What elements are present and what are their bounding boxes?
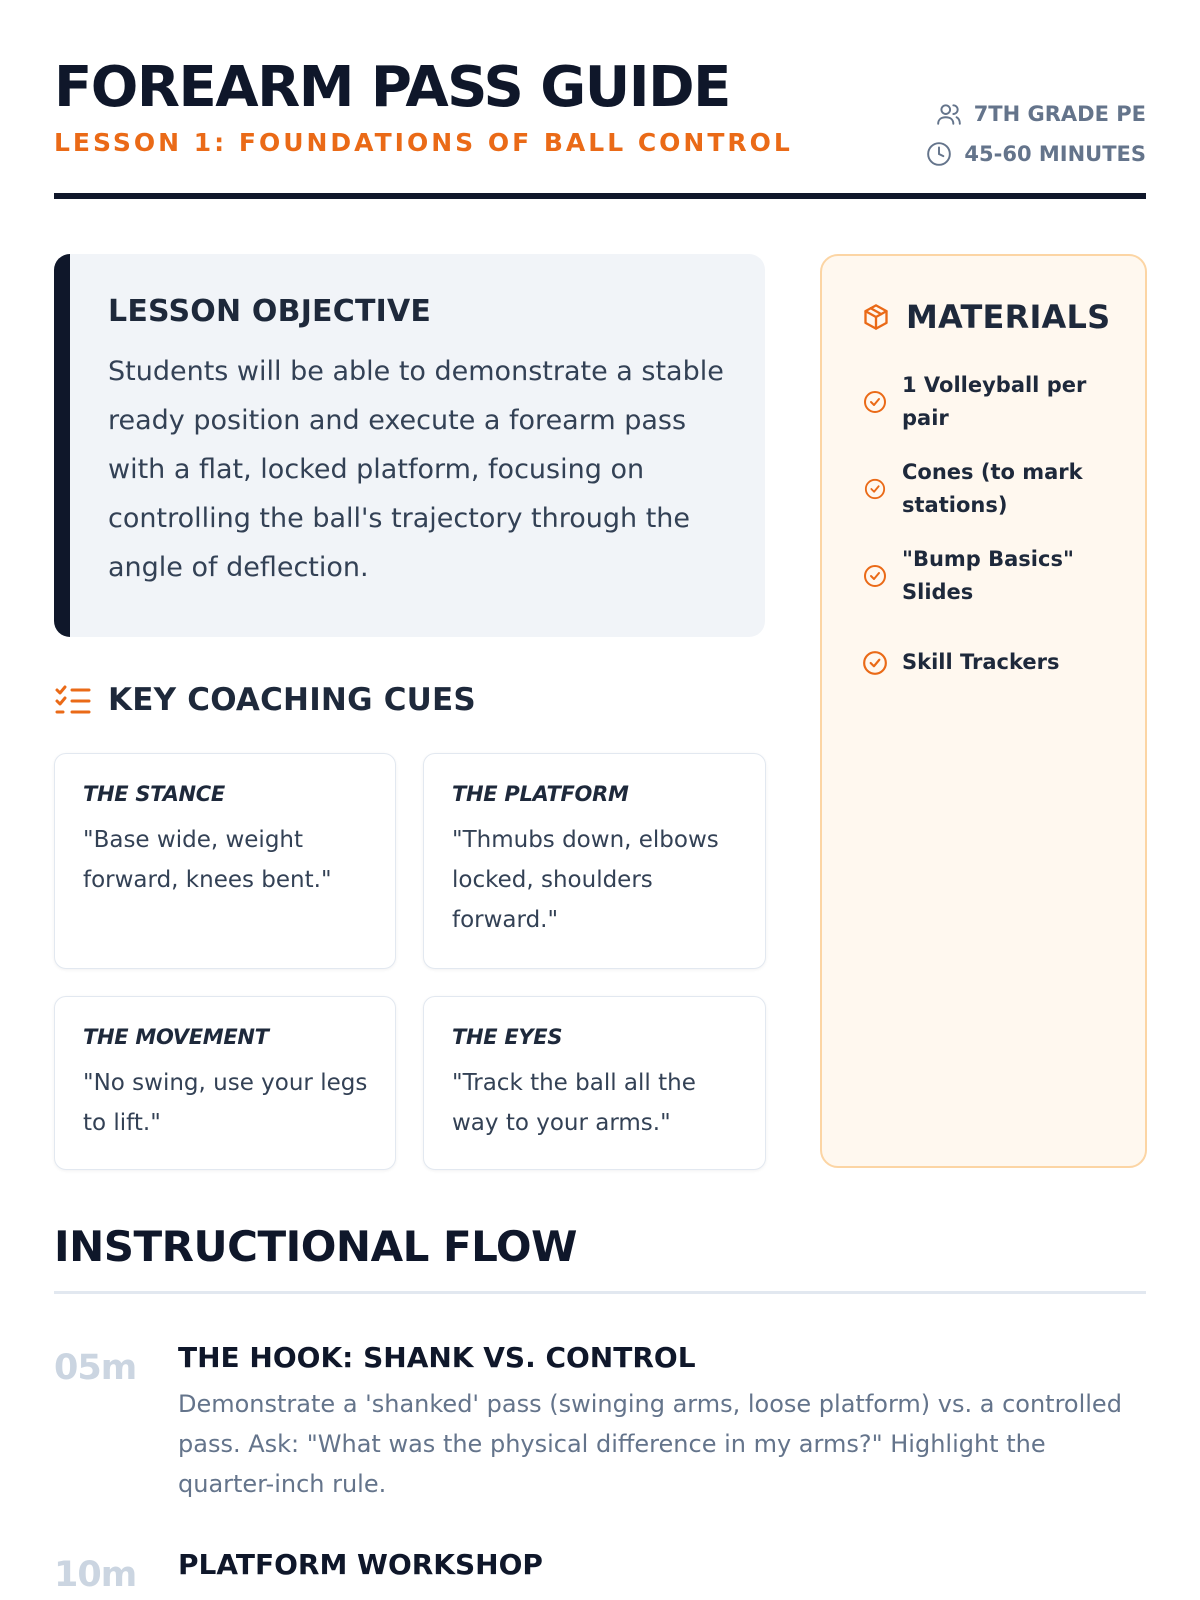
cue-text: "Track the ball all the way to your arms." <box>452 1070 696 1136</box>
grade-label: 7TH GRADE PE <box>973 102 1146 126</box>
checklist-icon <box>54 684 92 716</box>
step-description: Demonstrate a 'shanked' pass (swinging arms, loose platform) vs. a controlled pass. Ask: "What was the physical difference in my arms?" Highlight the quarter-inch rule. <box>178 1390 1122 1498</box>
cue-title: THE MOVEMENT <box>83 1025 269 1049</box>
header-divider <box>54 193 1146 199</box>
list-item <box>862 542 1115 609</box>
page-header <box>54 56 1146 202</box>
cue-card <box>423 753 766 969</box>
cue-card <box>54 996 396 1170</box>
cue-card <box>423 996 766 1170</box>
cue-title: THE EYES <box>452 1025 563 1049</box>
materials-header <box>862 298 1115 336</box>
cue-title: THE PLATFORM <box>452 782 629 806</box>
cue-card <box>54 753 396 969</box>
material-label: 1 Volleyball per pair <box>902 372 1087 430</box>
materials-heading: MATERIALS <box>906 298 1111 336</box>
list-item <box>862 368 1115 435</box>
duration-meta <box>926 134 1146 174</box>
users-icon <box>936 101 962 127</box>
lesson-subtitle: LESSON 1: FOUNDATIONS OF BALL CONTROL <box>54 128 793 157</box>
material-label: "Bump Basics" Slides <box>902 546 1074 604</box>
page-title: FOREARM PASS GUIDE <box>54 55 730 120</box>
coaching-cues-header <box>54 682 476 718</box>
step-title: PLATFORM WORKSHOP <box>178 1548 543 1581</box>
cue-text: "Base wide, weight forward, knees bent." <box>83 827 332 893</box>
list-item <box>862 455 1115 522</box>
coaching-cues-heading: KEY COACHING CUES <box>108 682 476 718</box>
flow-divider <box>54 1291 1146 1294</box>
cue-text: "No swing, use your legs to lift." <box>83 1070 368 1136</box>
materials-list <box>862 368 1115 696</box>
step-body <box>178 1545 1146 1591</box>
check-circle-icon <box>862 650 888 676</box>
material-label: Cones (to mark stations) <box>902 459 1083 517</box>
check-circle-icon <box>862 564 888 588</box>
step-body <box>178 1338 1146 1504</box>
lesson-objective-card <box>54 254 765 637</box>
package-icon <box>862 303 890 331</box>
cue-title: THE STANCE <box>83 782 225 806</box>
check-circle-icon <box>862 478 888 500</box>
materials-panel <box>820 254 1147 1168</box>
check-circle-icon <box>862 390 888 414</box>
clock-icon <box>926 141 952 167</box>
list-item <box>862 629 1115 696</box>
step-title: THE HOOK: SHANK VS. CONTROL <box>178 1341 696 1374</box>
cue-text: "Thmubs down, elbows locked, shoulders forward." <box>452 827 719 933</box>
step-duration: 05m <box>54 1348 137 1388</box>
lesson-meta <box>926 94 1146 174</box>
step-duration: 10m <box>54 1555 137 1595</box>
objective-text: Students will be able to demonstrate a stable ready position and execute a forearm pass with a flat, locked platform, focusing on controlling the ball's trajectory through the angle of deflection. <box>108 356 724 583</box>
duration-label: 45-60 MINUTES <box>964 142 1146 166</box>
grade-meta <box>926 94 1146 134</box>
instructional-flow-heading: INSTRUCTIONAL FLOW <box>54 1222 577 1271</box>
material-label: Skill Trackers <box>902 650 1060 674</box>
objective-heading: LESSON OBJECTIVE <box>108 294 432 329</box>
